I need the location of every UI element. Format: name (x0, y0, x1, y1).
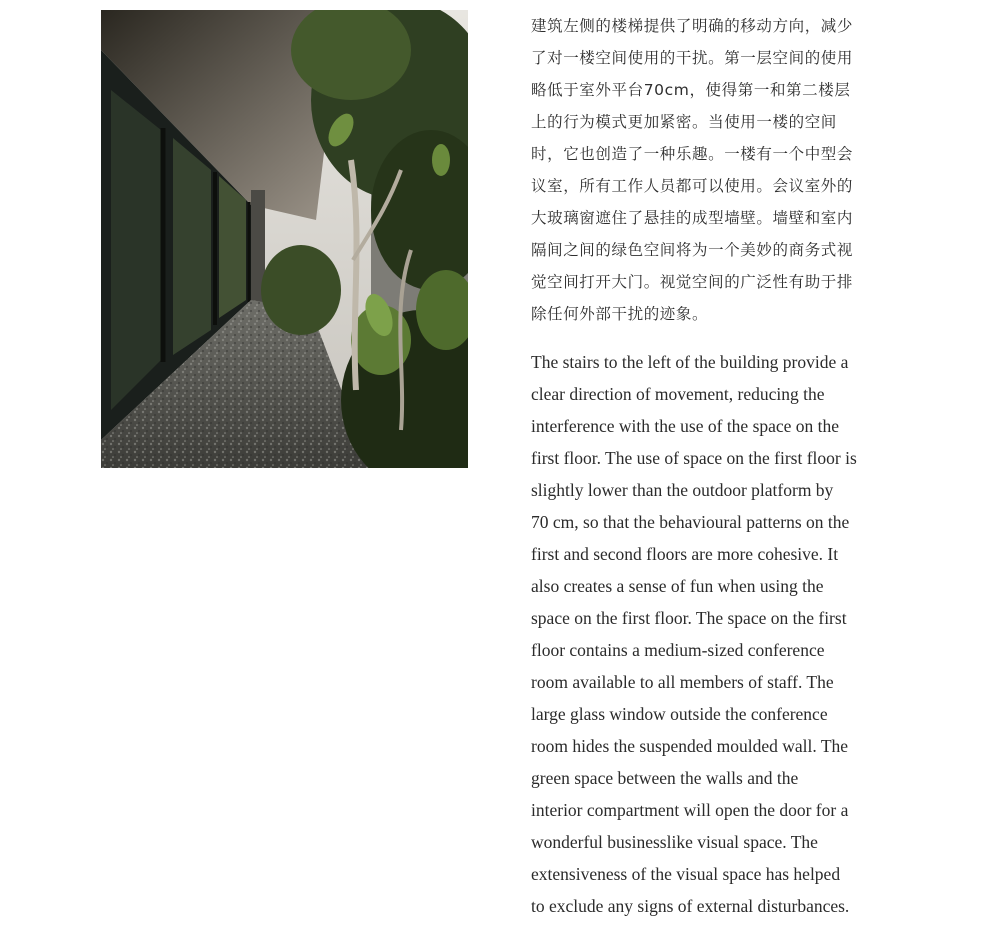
chinese-line: 上的行为模式更加紧密。当使用一楼的空间 (531, 113, 837, 131)
english-line: 70 cm, so that the behavioural patterns on the (531, 512, 850, 532)
english-line: slightly lower than the outdoor platform by (531, 480, 834, 500)
english-line: interior compartment will open the door for a (531, 800, 849, 820)
english-line: large glass window outside the conference (531, 704, 828, 724)
english-line: space on the first floor. The space on the first (531, 608, 847, 628)
english-line: green space between the walls and the (531, 768, 799, 788)
chinese-line: 了对一楼空间使用的干扰。第一层空间的使用 (531, 49, 854, 67)
chinese-paragraph (531, 10, 901, 330)
chinese-line: 觉空间打开大门。视觉空间的广泛性有助于排 (531, 273, 854, 291)
english-line: room hides the suspended moulded wall. The (531, 736, 849, 756)
chinese-line: 时，它也创造了一种乐趣。一楼有一个中型会 (531, 145, 854, 163)
english-line: extensiveness of the visual space has helped (531, 864, 841, 884)
article-text (531, 10, 901, 922)
english-paragraph (531, 346, 901, 922)
english-line: floor contains a medium-sized conference (531, 640, 825, 660)
chinese-line: 隔间之间的绿色空间将为一个美妙的商务式视 (531, 241, 854, 259)
english-line: first and second floors are more cohesive. It (531, 544, 839, 564)
english-line: first floor. The use of space on the first floor is (531, 448, 857, 468)
chinese-line: 建筑左侧的楼梯提供了明确的移动方向，减少 (531, 17, 854, 35)
chinese-line: 除任何外部干扰的迹象。 (531, 305, 709, 323)
english-line: interference with the use of the space on the (531, 416, 840, 436)
english-line: wonderful businesslike visual space. The (531, 832, 818, 852)
architecture-photo (101, 10, 468, 468)
english-line: also creates a sense of fun when using the (531, 576, 824, 596)
english-line: room available to all members of staff. The (531, 672, 834, 692)
english-line: clear direction of movement, reducing the (531, 384, 825, 404)
english-line: to exclude any signs of external disturbances. (531, 896, 850, 916)
chinese-line: 略低于室外平台70cm，使得第一和第二楼层 (531, 81, 851, 99)
chinese-line: 大玻璃窗遮住了悬挂的成型墙壁。墙壁和室内 (531, 209, 854, 227)
english-line: The stairs to the left of the building provide a (531, 352, 849, 372)
chinese-line: 议室，所有工作人员都可以使用。会议室外的 (531, 177, 854, 195)
